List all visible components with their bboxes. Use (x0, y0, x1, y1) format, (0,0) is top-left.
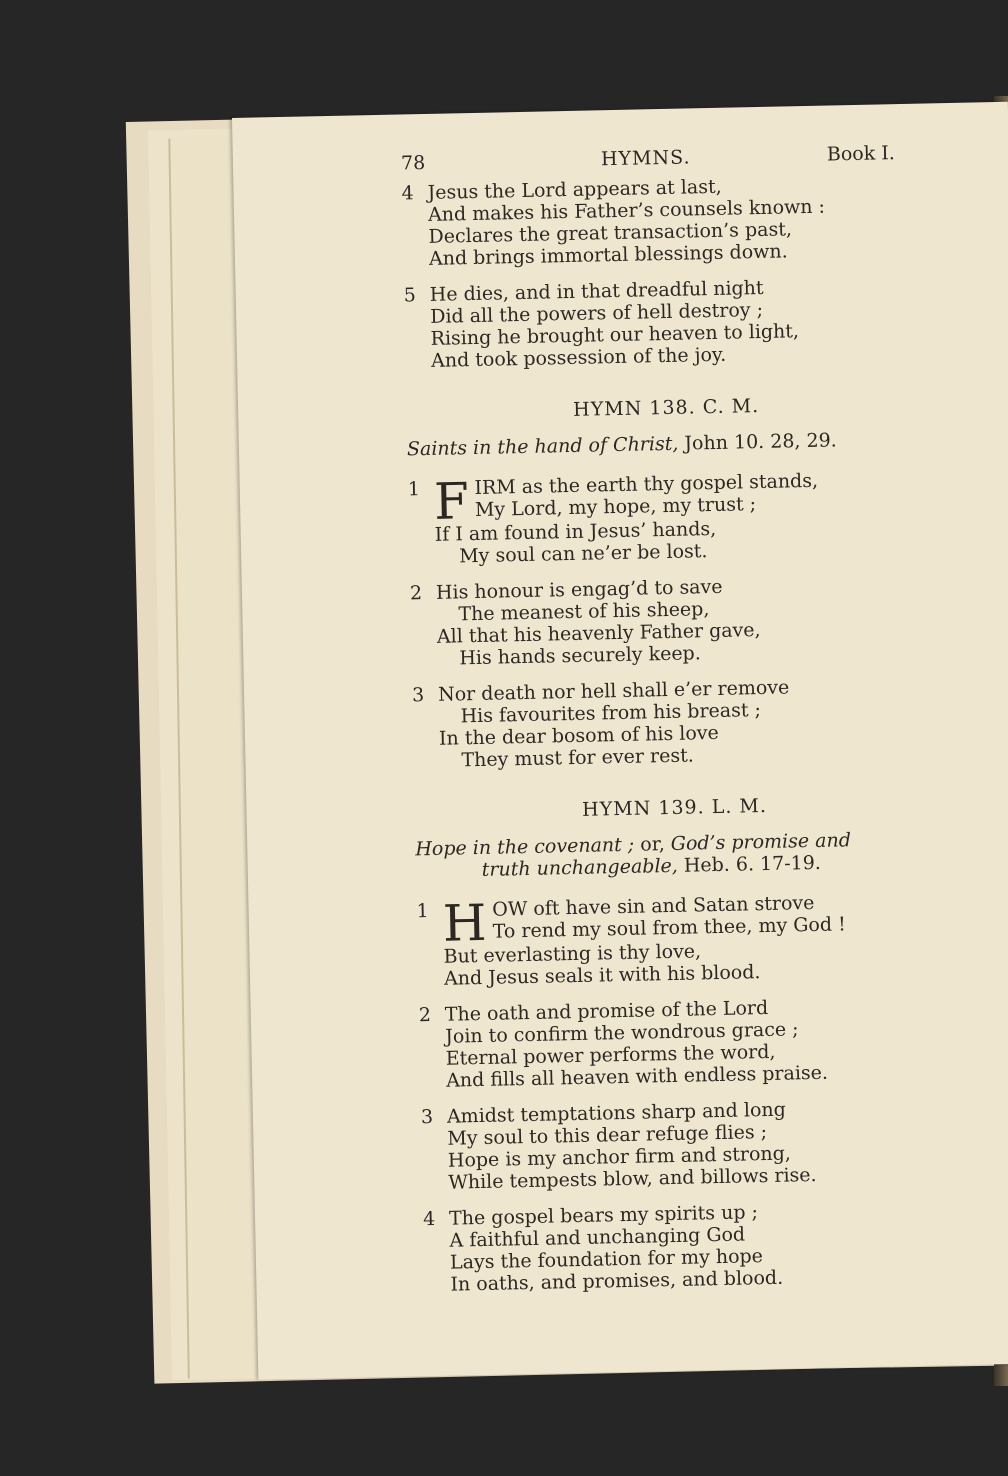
verse-line: The meanest of his sheep, (458, 598, 710, 626)
verse-line: His favourites from his breast ; (460, 699, 762, 728)
verse-line: Did all the powers of hell destroy ; (429, 298, 764, 328)
page-text (401, 142, 945, 1311)
verse-number: 1 (407, 478, 421, 501)
hymn-139-theme: Hope in the covenant ; (415, 833, 641, 861)
verse-line: Lays the foundation for my hope (449, 1245, 764, 1274)
hymn-138-title: HYMN 138. C. M. (572, 395, 760, 421)
verse-line: And Jesus seals it with his blood. (443, 961, 761, 990)
verse-line: And brings immortal blessings down. (428, 240, 788, 270)
verse-line: They must for ever rest. (461, 744, 694, 772)
hymn-138-subtitle (407, 428, 927, 461)
verse-line: OW oft have sin and Satan strove (492, 891, 815, 921)
verse-line: And fills all heaven with endless praise. (445, 1061, 829, 1092)
drop-cap: H (442, 893, 488, 953)
verse-line: All that his heavenly Father gave, (436, 619, 761, 648)
verse (416, 889, 938, 990)
verse-line: While tempests blow, and billows rise. (448, 1163, 817, 1194)
verse-line: The oath and promise of the Lord (444, 996, 769, 1026)
verse (404, 274, 926, 373)
verse-line: But everlasting is thy love, (443, 940, 702, 968)
verse (419, 993, 941, 1092)
verse-number: 2 (418, 1004, 432, 1027)
hymn-139-title: HYMN 139. L. M. (581, 794, 768, 821)
running-title: HYMNS. (600, 146, 691, 171)
verse-line: The gospel bears my spirits up ; (448, 1201, 759, 1230)
verse-line: Amidst temptations sharp and long (446, 1098, 787, 1128)
verse-line: His honour is engag’d to save (435, 575, 723, 604)
verse-number: 4 (401, 182, 414, 205)
verse-number: 5 (403, 284, 417, 307)
book-label: Book I. (826, 142, 896, 166)
verse (423, 1197, 945, 1296)
hymn-139-theme-alt: God’s promise and (670, 829, 852, 855)
verse-number: 1 (416, 900, 429, 923)
verse-line: Join to confirm the wondrous grace ; (445, 1018, 799, 1048)
verse-line: Hope is my anchor firm and strong, (447, 1142, 792, 1172)
verse-number: 4 (422, 1207, 436, 1231)
hymn-139-reference: Heb. 6. 17-19. (677, 851, 822, 877)
verse-line: In oaths, and promises, and blood. (450, 1266, 784, 1296)
verse-line: And makes his Father’s counsels known : (427, 195, 826, 226)
verse-line: In the dear bosom of his love (438, 721, 719, 750)
page-number: 78 (400, 151, 426, 175)
verse-line: Declares the great transaction’s past, (428, 218, 793, 248)
verse-line: My soul can ne’er be lost. (458, 540, 708, 568)
verse-line: And took possession of the joy. (430, 343, 727, 372)
verse (410, 571, 932, 670)
verse-line: My soul to this dear refuge flies ; (447, 1121, 768, 1150)
verse (408, 468, 930, 569)
verse-number: 3 (411, 684, 425, 707)
verse-line: IRM as the earth thy gospel stands, (474, 469, 819, 500)
verse-line: A faithful and unchanging God (449, 1223, 746, 1252)
verse-line: If I am found in Jesus’ hands, (434, 517, 717, 546)
verse-line: He dies, and in that dreadful night (429, 276, 764, 306)
drop-cap: F (433, 472, 470, 531)
hymn-138-theme: Saints in the hand of Christ, (406, 432, 679, 461)
hymn-139-subtitle (415, 827, 936, 882)
verse-line: My Lord, my hope, my trust ; (474, 493, 757, 521)
verse (401, 172, 923, 271)
hymn-139-or: or, (640, 832, 671, 856)
verse (421, 1095, 943, 1194)
verse-number: 3 (420, 1106, 434, 1129)
book-page (232, 102, 1008, 1380)
hymn-139-theme-cont: truth unchangeable, (481, 854, 679, 881)
verse-line: Eternal power performs the word, (445, 1040, 776, 1070)
verse-line: Jesus the Lord appears at last, (427, 175, 722, 204)
verse-number: 2 (409, 582, 423, 605)
verse (412, 673, 934, 772)
hymn-138-reference: John 10. 28, 29. (678, 429, 837, 455)
verse-line: Nor death nor hell shall e’er remove (437, 676, 790, 706)
verse-line: To rend my soul from thee, my God ! (492, 913, 846, 943)
verse-line: Rising he brought our heaven to light, (430, 320, 800, 350)
verse-line: His hands securely keep. (459, 642, 701, 670)
